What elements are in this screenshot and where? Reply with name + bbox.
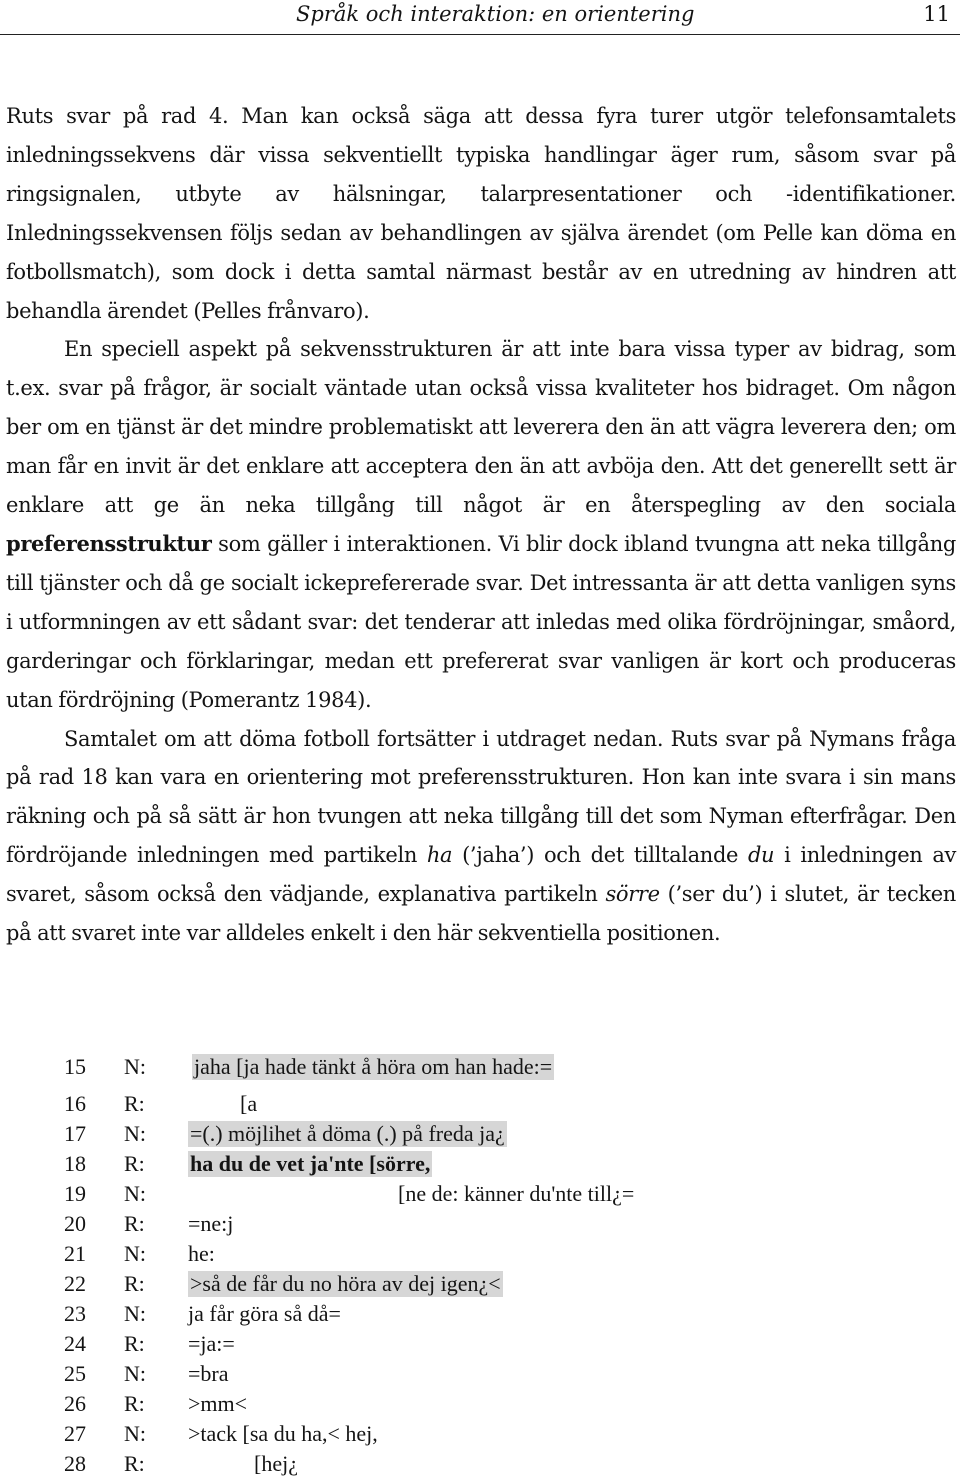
line-number: 17 (64, 1121, 86, 1146)
speaker: N: (124, 1301, 146, 1326)
utterance: =ne:j (188, 1211, 234, 1236)
line-number: 16 (64, 1091, 86, 1116)
utterance: ha du de vet ja'nte [sörre, (190, 1151, 431, 1176)
paragraph-2: En speciell aspekt på sekvensstrukturen är att inte bara vissa typer av bidrag, som t.ex. svar på frågor, är socialt väntade utan också vissa kvaliteter hos bidraget. Om någon ber om en tjänst är det mindre problematiskt att leverera den än att vägra leverera den; om man får en invit är det enklare att acceptera den än att avböja den. Att det generellt sett är enklare att ge än neka tillgång till något är en återspegling av den sociala preferensstruktur som gäller i interaktionen. Vi blir dock ibland tvungna att neka tillgång till tjänster och då ge socialt ickeprefererade svar. Det intressanta är att detta vanligen syns i utformningen av ett sådant svar: det tenderar att inledas med olika fördröjningar, småord, garderingar och förklaringar, medan ett prefererat svar vanligen är kort och produceras utan fördröjning (Pomerantz 1984). (6, 337, 956, 712)
paragraph-3: Samtalet om att döma fotboll fortsätter i utdraget nedan. Ruts svar på Nymans fråga på rad 18 kan vara en orientering mot preferensstrukturen. Hon kan inte svara i sin mans räkning och på så sätt är hon tvungen att neka tillgång till det som Nyman efterfrågar. Den fördröjande inledningen med partikeln ha (’jaha’) och det tilltalande du i inledningen av svaret, såsom också den vädjande, explanativa partikeln sörre (’ser du’) i slutet, är tecken på att svaret inte var alldeles enkelt i den här sekventiella positionen. (6, 726, 957, 946)
utterance: [a (240, 1091, 258, 1116)
speaker: R: (124, 1271, 145, 1296)
speaker: N: (124, 1181, 146, 1206)
speaker: N: (124, 1241, 146, 1266)
utterance: >tack [sa du ha,< hej, (188, 1421, 378, 1446)
transcript-line (0, 1421, 960, 1449)
transcript-line (0, 1054, 960, 1082)
transcript-line (0, 1391, 960, 1419)
running-header (0, 0, 960, 36)
utterance: =bra (188, 1361, 229, 1386)
utterance: he: (188, 1241, 215, 1266)
line-number: 27 (64, 1421, 86, 1446)
speaker: N: (124, 1421, 146, 1446)
utterance: =(.) möjlihet å döma (.) på freda ja¿ (190, 1121, 505, 1146)
speaker: R: (124, 1331, 145, 1356)
term-preferensstruktur: preferensstruktur (6, 530, 212, 556)
paragraph-1: Ruts svar på rad 4. Man kan också säga att dessa fyra turer utgör telefonsamtalets inledningssekvens där vissa sekventiellt typiska handlingar äger rum, såsom svar på ringsignalen, utbyte av hälsningar, talarpresentationer och -identifikationer. Inledningssekvensen följs sedan av behandlingen av själva ärendet (om Pelle kan döma en fotbollsmatch), som dock i detta samtal närmast består av en utredning av hindren att behandla ärendet (Pelles frånvaro). (6, 104, 956, 323)
line-number: 26 (64, 1391, 86, 1416)
speaker: N: (124, 1121, 146, 1146)
transcript-line (0, 1301, 960, 1329)
page-number: 11 (923, 2, 950, 26)
line-number: 15 (64, 1054, 86, 1079)
speaker: R: (124, 1451, 145, 1476)
utterance: [ne de: känner du'nte till¿= (398, 1181, 635, 1206)
speaker: N: (124, 1361, 146, 1386)
transcript-line (0, 1121, 960, 1149)
transcript-line (0, 1211, 960, 1239)
line-number: 22 (64, 1271, 86, 1296)
transcript-line (0, 1331, 960, 1359)
header-rule (0, 34, 960, 35)
line-number: 28 (64, 1451, 86, 1476)
utterance: >så de får du no höra av dej igen¿< (190, 1271, 501, 1296)
transcript-line (0, 1451, 960, 1479)
utterance: ja får göra så då= (188, 1301, 341, 1326)
line-number: 25 (64, 1361, 86, 1386)
speaker: R: (124, 1211, 145, 1236)
speaker: R: (124, 1151, 145, 1176)
utterance: =ja:= (188, 1331, 235, 1356)
utterance: jaha [ja hade tänkt å höra om han hade:= (194, 1054, 553, 1079)
term-sorre: sörre (605, 882, 660, 907)
line-number: 24 (64, 1331, 86, 1356)
line-number: 21 (64, 1241, 86, 1266)
running-header-title: Språk och interaktion: en orientering (296, 2, 695, 26)
body-text (6, 97, 956, 953)
transcript-line (0, 1241, 960, 1269)
speaker: R: (124, 1091, 145, 1116)
transcript-line (0, 1181, 960, 1209)
speaker: R: (124, 1391, 145, 1416)
transcript-line (0, 1091, 960, 1119)
speaker: N: (124, 1054, 146, 1079)
utterance: >mm< (188, 1391, 248, 1416)
term-ha: ha (426, 843, 453, 868)
utterance: [hej¿ (254, 1451, 298, 1476)
transcript-line (0, 1151, 960, 1179)
transcript-line (0, 1271, 960, 1299)
term-du: du (747, 843, 775, 868)
transcript-line (0, 1361, 960, 1389)
line-number: 19 (64, 1181, 86, 1206)
line-number: 20 (64, 1211, 86, 1236)
line-number: 23 (64, 1301, 86, 1326)
line-number: 18 (64, 1151, 86, 1176)
